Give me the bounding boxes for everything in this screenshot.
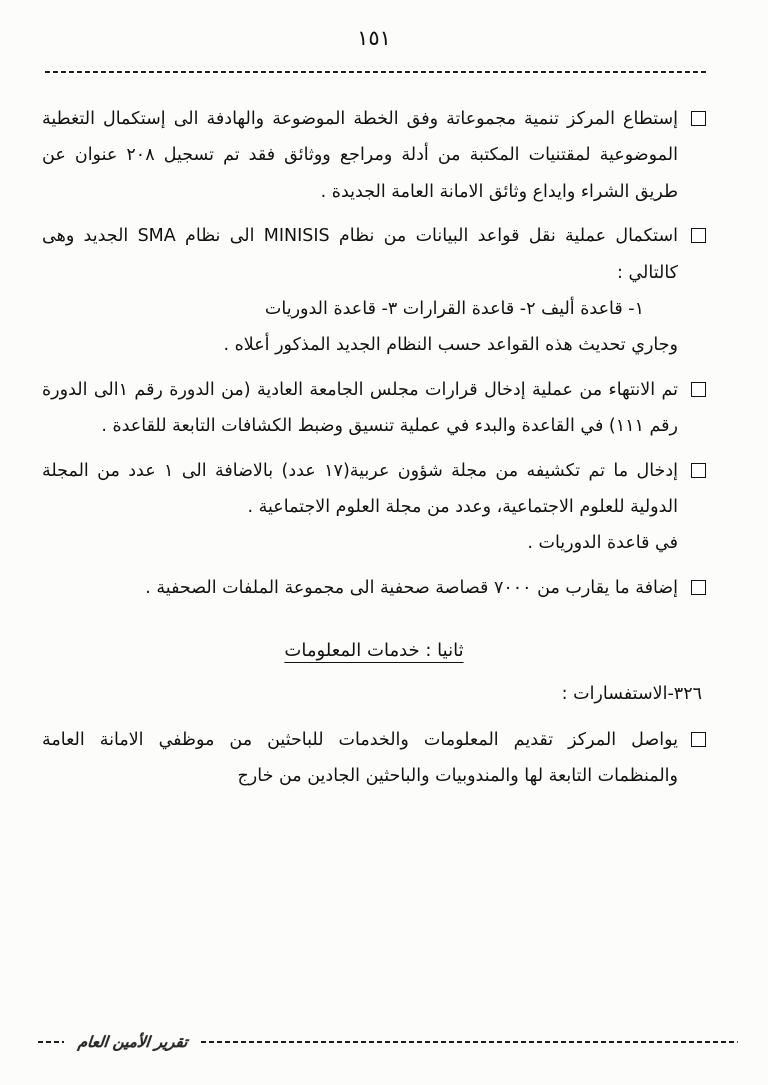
bullet-item-5 (42, 570, 706, 606)
bullet-square-icon (691, 732, 706, 747)
bullet-item-1 (42, 101, 706, 210)
bullet-square-icon (691, 463, 706, 478)
section-subheading: ٣٢٦-الاستفسارات : (561, 683, 702, 704)
bullet-square-icon (691, 111, 706, 126)
bullet-item-6 (42, 722, 706, 795)
bullet-item-2 (42, 218, 706, 364)
numbered-line: ١- قاعدة أليف ٢- قاعدة القرارات ٣- قاعدة الدوريات (264, 298, 644, 319)
bullet-square-icon (691, 382, 706, 397)
bullet-item-4 (42, 453, 706, 562)
paragraph: إضافة ما يقارب من ٧٠٠٠ قصاصة صحفية الى مجموعة الملفات الصحفية . (145, 577, 678, 598)
footer-divider-left (38, 1041, 64, 1044)
paragraph: إدخال ما تم تكشيفه من مجلة شؤون عربية(١٧ عدد) بالاضافة الى ١ عدد من المجلة الدولية للعلوم الاجتماعية، وعدد من مجلة العلوم الاجتماعية . (42, 460, 678, 517)
bullet-text (42, 101, 678, 210)
body-text (42, 101, 706, 795)
bullet-text (42, 372, 678, 445)
paragraph: يواصل المركز تقديم المعلومات والخدمات للباحثين من موظفي الامانة العامة والمنظمات التابعة لها والمندوبيات والباحثين الجادين من خارج (42, 729, 678, 787)
paragraph: تم الانتهاء من عملية إدخال قرارات مجلس الجامعة العادية (من الدورة رقم ١الى الدورة رقم ١١١) في القاعدة والبدء في عملية تنسيق وضبط الكشافات التابعة للقاعدة . (42, 379, 678, 437)
top-divider (42, 70, 706, 73)
page-footer (0, 1033, 768, 1051)
page-number: ١٥١ (357, 26, 391, 50)
handwritten-note: تقرير الأمين العام (77, 1033, 189, 1051)
section-heading (42, 632, 706, 669)
bullet-square-icon (691, 580, 706, 595)
section-heading-text: ثانيا : خدمات المعلومات (284, 640, 464, 662)
bullet-square-icon (691, 228, 706, 243)
bullet-text (42, 570, 678, 606)
paragraph: إستطاع المركز تنمية مجموعاتة وفق الخطة الموضوعة والهادفة الى إستكمال التغطية الموضوعية لمقتنيات المكتبة من أدلة ومراجع ووثائق فقد تم تسجيل ٢٠٨ عنوان عن طريق الشراء وايداع وثائق الامانة العامة الجديدة . (42, 109, 678, 202)
bullet-text (42, 722, 678, 795)
paragraph: استكمال عملية نقل قواعد البيانات من نظام MINISIS الى نظام SMA الجديد وهى كالتالي : (42, 226, 678, 283)
footer-divider-right (201, 1041, 738, 1044)
paragraph: وجاري تحديث هذه القواعد حسب النظام الجديد المذكور أعلاه . (223, 335, 678, 356)
paragraph: في قاعدة الدوريات . (527, 533, 678, 554)
bullet-item-3 (42, 372, 706, 445)
bullet-text (42, 218, 678, 364)
bullet-text (42, 453, 678, 562)
